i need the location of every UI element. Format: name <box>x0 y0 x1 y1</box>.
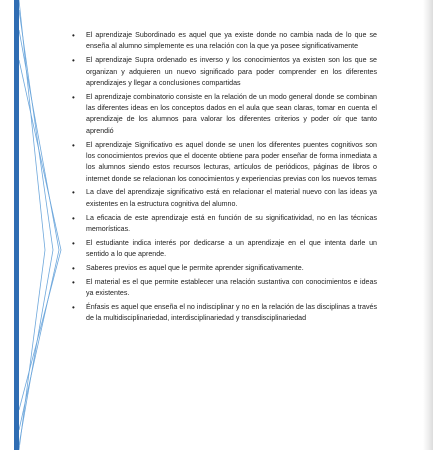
list-item: • Énfasis es aquel que enseña el no indisciplinar y no en la relación de las disciplinas a través de la multidisciplinariedad, interdisciplinariedad y transdisciplinariedad <box>72 302 377 325</box>
document-body <box>72 30 377 327</box>
list-item: • El estudiante indica interés por dedicarse a un aprendizaje en el que intenta darle un sentido a lo que aprende. <box>72 238 377 261</box>
list-item: • El aprendizaje Significativo es aquel donde se unen los diferentes puentes cognitivos son los conocimientos previos que el docente obtiene para poder enseñar de forma inmediata a los alumnos siendo estos recursos lecturas, artículos de periódicos, páginas de libros o internet donde se relacionan los conocimientos y experiencias previas con los nuevos temas <box>72 140 377 186</box>
list-item: • El aprendizaje combinatorio consiste en la relación de un modo general donde se combinan las diferentes ideas en los conceptos dados en el aula que sean claras, tomar en cuenta el aprendizaje de los alumnos para valorar los diferentes criterios y poder oír que tanto aprendió <box>72 92 377 138</box>
list-item: • Saberes previos es aquel que le permite aprender significativamente. <box>72 263 377 274</box>
list-item: • El aprendizaje Subordinado es aquel que ya existe donde no cambia nada de lo que se enseña al alumno simplemente es una relación con la que ya posee significativamente <box>72 30 377 53</box>
bullet-list <box>72 30 377 324</box>
list-item: • La clave del aprendizaje significativo está en relacionar el material nuevo con las ideas ya existentes en la estructura cognitiva del alumno. <box>72 187 377 210</box>
list-item: • El aprendizaje Supra ordenado es inverso y los conocimientos ya existen son los que se organizan y adquieren un nuevo significado para poder comprender en los diferentes aprendizajes y llegar a conclusiones compartidas <box>72 55 377 89</box>
page-edge-shadow <box>423 0 433 450</box>
list-item: • La eficacia de este aprendizaje está en función de su significatividad, no en las técnicas memorísticas. <box>72 213 377 236</box>
list-item: • El material es el que permite establecer una relación sustantiva con conocimientos e ideas ya existentes. <box>72 277 377 300</box>
decorative-arrow-lines <box>19 0 63 450</box>
